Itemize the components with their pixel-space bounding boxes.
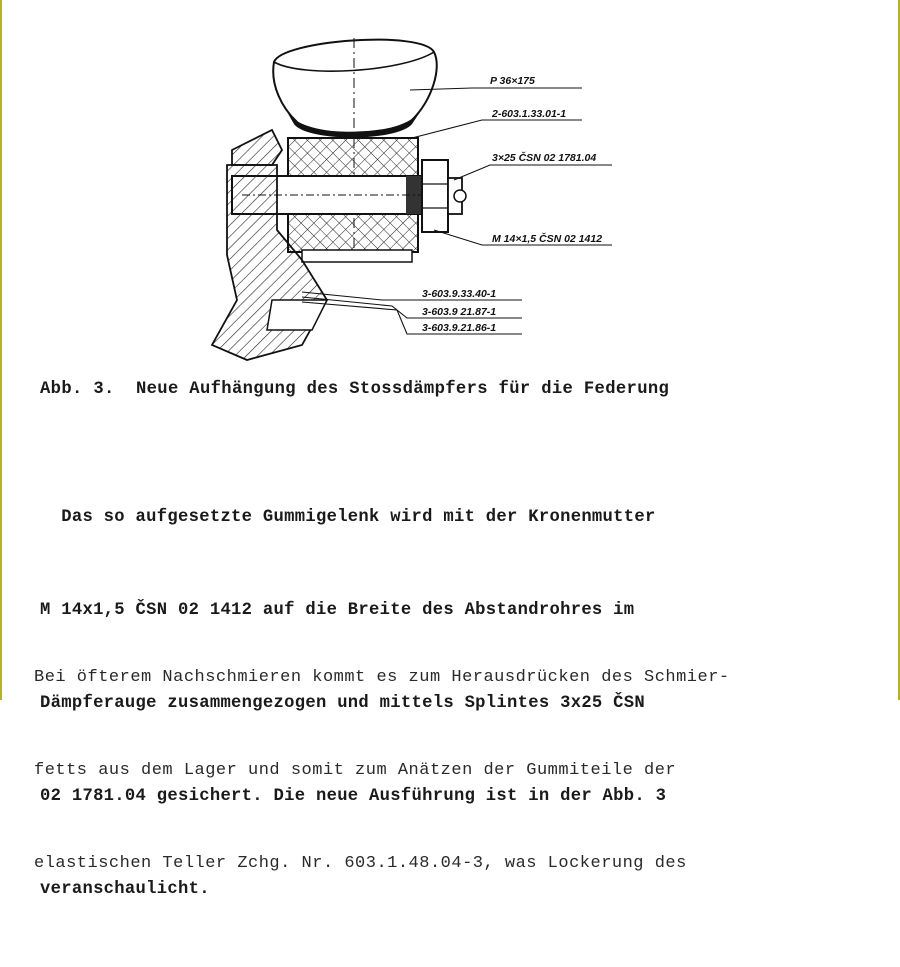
paragraph-1-line: M 14x1,5 ČSN 02 1412 auf die Breite des Abstandrohres im [40, 601, 635, 620]
paragraph-1-line: Dämpferauge zusammengezogen und mittels Splintes 3x25 ČSN [40, 694, 646, 713]
paragraph-2-line: Bei öfterem Nachschmieren kommt es zum Herausdrücken des Schmier- [34, 668, 730, 687]
paragraph-2-line: elastischen Teller Zchg. Nr. 603.1.48.04-3, was Lockerung des [34, 854, 687, 873]
paragraph-1-line: Das so aufgesetzte Gummigelenk wird mit der Kronenmutter [40, 508, 656, 527]
paragraph-2 [34, 600, 730, 941]
figure-caption: Abb. 3. Neue Aufhängung des Stossdämpfers für die Federung [40, 380, 670, 399]
castle-nut [422, 160, 466, 232]
paragraph-1-line: 02 1781.04 gesichert. Die neue Ausführung ist in der Abb. 3 [40, 787, 667, 806]
label-bush: 2-603.1.33.01-1 [492, 108, 567, 120]
label-part-c: 3-603.9.21.86-1 [422, 322, 497, 334]
technical-drawing [2, 0, 898, 365]
label-part-b: 3-603.9 21.87-1 [422, 306, 497, 318]
label-cotter-pin: 3×25 ČSN 02 1781.04 [492, 152, 597, 164]
label-pipe: P 36×175 [490, 75, 535, 87]
label-nut: M 14×1,5 ČSN 02 1412 [492, 233, 603, 245]
paragraph-1-line: veranschaulicht. [40, 880, 210, 899]
label-part-a: 3-603.9.33.40-1 [422, 288, 497, 300]
paragraph-2-line: fetts aus dem Lager und somit zum Anätzen der Gummiteile der [34, 761, 677, 780]
